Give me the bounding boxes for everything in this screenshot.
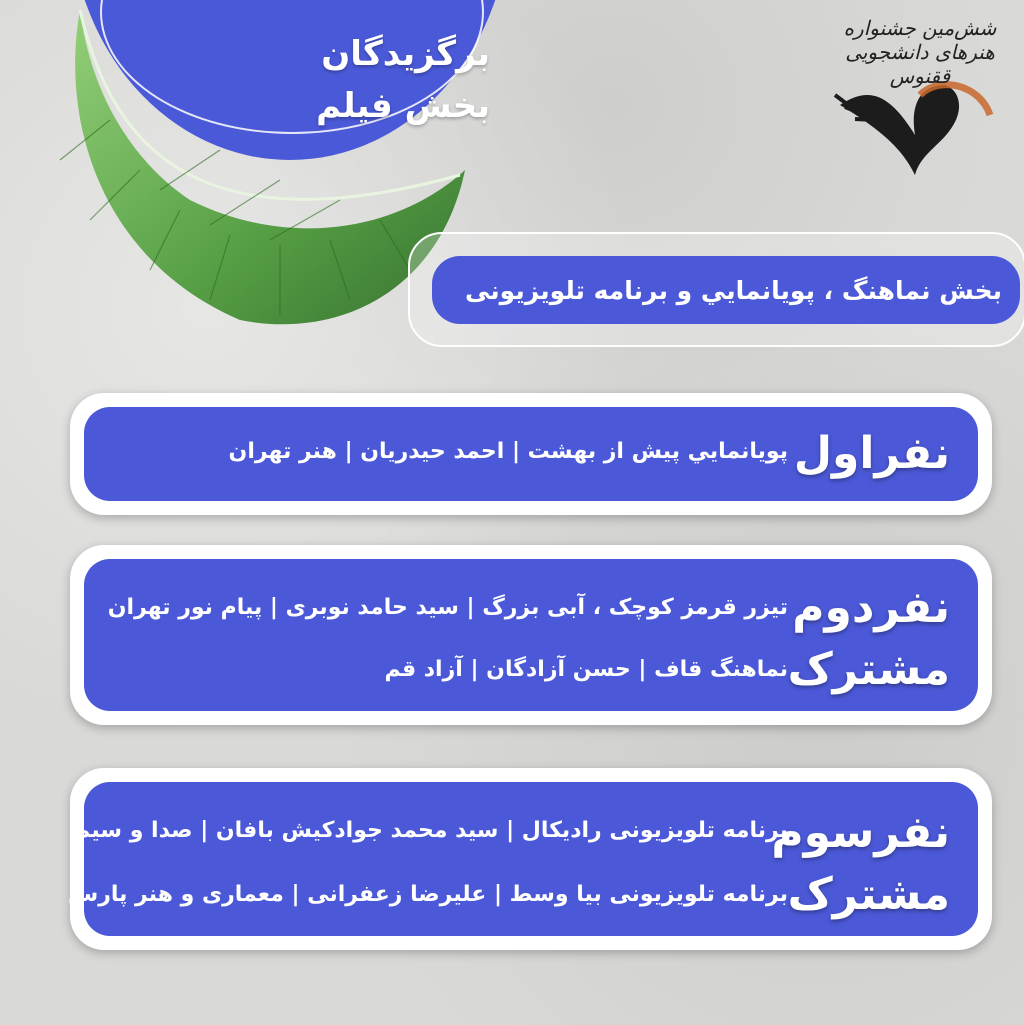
title-line-2: بخش فیلم (316, 86, 490, 126)
winner-card-second (70, 545, 992, 725)
entry-line: برنامه تلویزیونی بیا وسط | علیرضا زعفرانی | معماری و هنر پارس (67, 882, 788, 907)
festival-logo-text: شش‌مین جشنواره هنرهای دانشجویی ققنوس (843, 16, 997, 88)
rank-line-2: مشترک (787, 869, 950, 920)
winner-card-inner (84, 407, 978, 501)
winner-card-inner (84, 559, 978, 711)
page-title (190, 28, 490, 132)
winner-card-third (67, 768, 992, 950)
rank-label (788, 577, 950, 701)
entry-line: برنامه تلویزیونی رادیکال | سید محمد جوادکیش بافان | صدا و سیما (68, 818, 788, 843)
rank-line-2: مشترک (787, 644, 950, 695)
rank-line-1: نفردوم (792, 582, 950, 633)
section-title: بخش نماهنگ ، پویانمایي و برنامه تلویزیونی (432, 256, 1020, 324)
title-line-1: برگزیدگان (321, 34, 490, 74)
entry-line: نماهنگ قاف | حسن آزادگان | آزاد قم (384, 657, 788, 682)
rank-line-1: نفرسوم (771, 807, 950, 858)
rank-line-1: نفراول (793, 428, 950, 479)
section-header (408, 232, 1024, 347)
winner-card-inner (67, 782, 978, 936)
entry-line: پویانمایي پیش از بهشت | احمد حیدریان | هنر تهران (228, 439, 788, 464)
rank-label (794, 423, 950, 485)
entry-line: تیزر قرمز کوچک ، آبی بزرگ | سید حامد نوبری | پیام نور تهران (107, 595, 788, 620)
rank-label (771, 802, 950, 926)
winner-card-first (70, 393, 992, 515)
